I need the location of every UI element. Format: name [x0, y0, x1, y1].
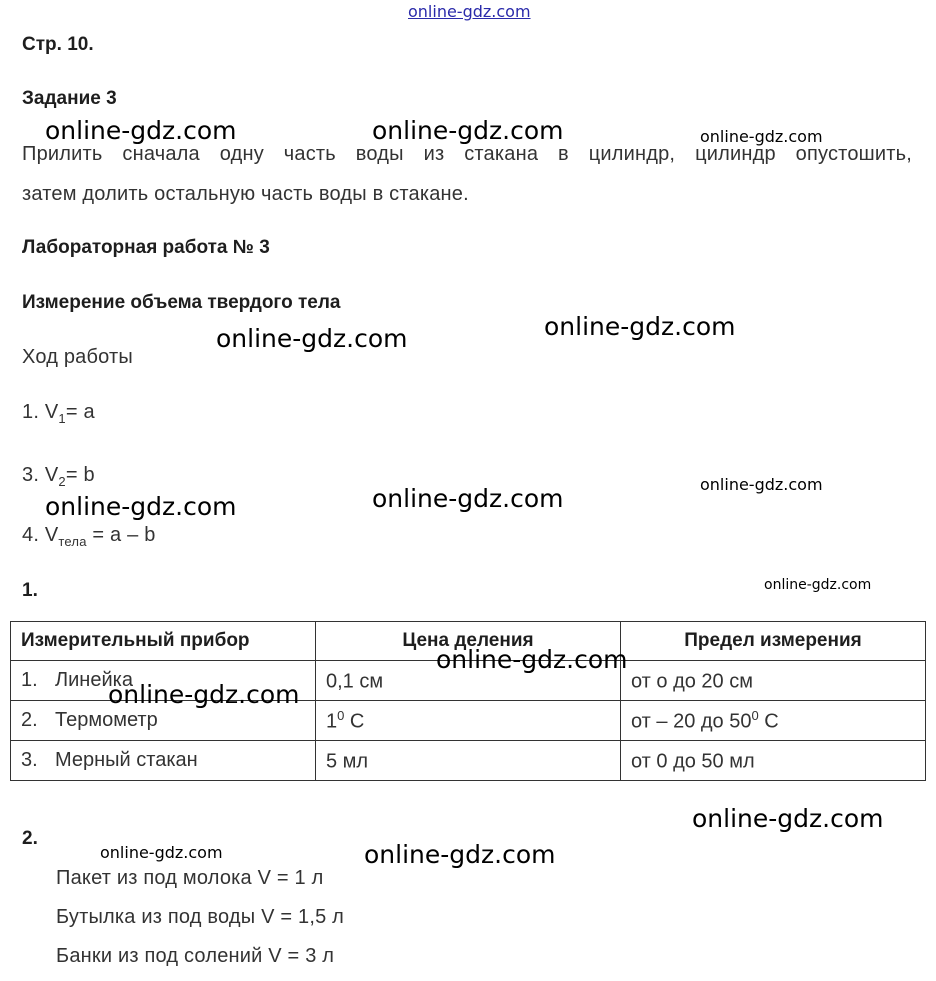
page-label: Стр. 10. — [22, 34, 94, 55]
limit-value: от о до 20 см — [631, 670, 753, 693]
limit-superscript: 0 — [751, 707, 759, 723]
step-variable: V — [44, 464, 59, 486]
limit-value: от – 20 до 50 — [631, 710, 752, 733]
task-text-line-2: затем долить остальную часть воды в стакане. — [22, 183, 469, 205]
top-watermark-link[interactable]: online-gdz.com — [408, 2, 531, 21]
limit-unit: С — [758, 710, 779, 733]
device-name: Линейка — [55, 669, 133, 691]
watermark: online-gdz.com — [108, 680, 300, 709]
division-value: 5 мл — [326, 750, 369, 773]
division-value: 1 — [326, 710, 338, 733]
watermark: online-gdz.com — [372, 484, 564, 513]
step-subscript: тела — [58, 534, 87, 549]
watermark: online-gdz.com — [764, 577, 872, 593]
step-expression: = a — [65, 401, 95, 423]
table-header-limit: Предел измерения — [621, 622, 926, 661]
task-title: Задание 3 — [22, 88, 117, 109]
watermark: online-gdz.com — [700, 475, 823, 494]
step-expression: = b — [65, 464, 95, 486]
watermark: online-gdz.com — [45, 492, 237, 521]
step-variable: V — [44, 401, 59, 423]
table-cell-limit — [621, 661, 926, 701]
step-variable: V — [44, 524, 59, 546]
table-row — [11, 741, 926, 781]
task-text-line-1: Прилить сначала одну часть воды из стакана в цилиндр, цилиндр опустошить, — [22, 143, 912, 165]
table-header-device: Измерительный прибор — [11, 622, 316, 661]
step-item — [22, 401, 95, 426]
section-1-label: 1. — [22, 580, 38, 601]
table-cell-limit — [621, 701, 926, 741]
watermark: online-gdz.com — [436, 645, 628, 674]
watermark: online-gdz.com — [100, 843, 223, 862]
division-superscript: 0 — [337, 707, 345, 723]
list-item: Бутылка из под воды V = 1,5 л — [56, 906, 345, 928]
division-value: 0,1 см — [326, 670, 384, 693]
watermark: online-gdz.com — [544, 312, 736, 341]
watermark: online-gdz.com — [700, 127, 823, 146]
table-cell-division — [316, 741, 621, 781]
watermark: online-gdz.com — [216, 324, 408, 353]
limit-value: от 0 до 50 мл — [631, 750, 755, 773]
device-name: Мерный стакан — [55, 749, 198, 771]
watermark: online-gdz.com — [692, 804, 884, 833]
watermark: online-gdz.com — [364, 840, 556, 869]
table-cell-limit — [621, 741, 926, 781]
division-unit: С — [344, 710, 365, 733]
row-number: 1. — [21, 669, 38, 691]
lab-subtitle: Измерение объема твердого тела — [22, 292, 341, 313]
step-number: 3. — [22, 464, 40, 486]
step-item — [22, 524, 156, 549]
step-item — [22, 464, 95, 489]
watermark: online-gdz.com — [45, 116, 237, 145]
lab-title: Лабораторная работа № 3 — [22, 237, 270, 258]
table-cell-division — [316, 701, 621, 741]
step-subscript: 2 — [58, 474, 66, 489]
step-subscript: 1 — [58, 411, 66, 426]
step-number: 1. — [22, 401, 40, 423]
list-item: Пакет из под молока V = 1 л — [56, 867, 324, 889]
row-number: 3. — [21, 749, 38, 771]
step-expression: = a – b — [86, 524, 156, 546]
list-item: Банки из под солений V = 3 л — [56, 945, 335, 967]
device-name: Термометр — [55, 709, 158, 731]
table-cell-device — [11, 741, 316, 781]
table-header-division: Цена деления — [316, 622, 621, 661]
procedure-title: Ход работы — [22, 346, 133, 368]
watermark: online-gdz.com — [372, 116, 564, 145]
step-number: 4. — [22, 524, 40, 546]
section-2-label: 2. — [22, 828, 38, 849]
row-number: 2. — [21, 709, 38, 731]
